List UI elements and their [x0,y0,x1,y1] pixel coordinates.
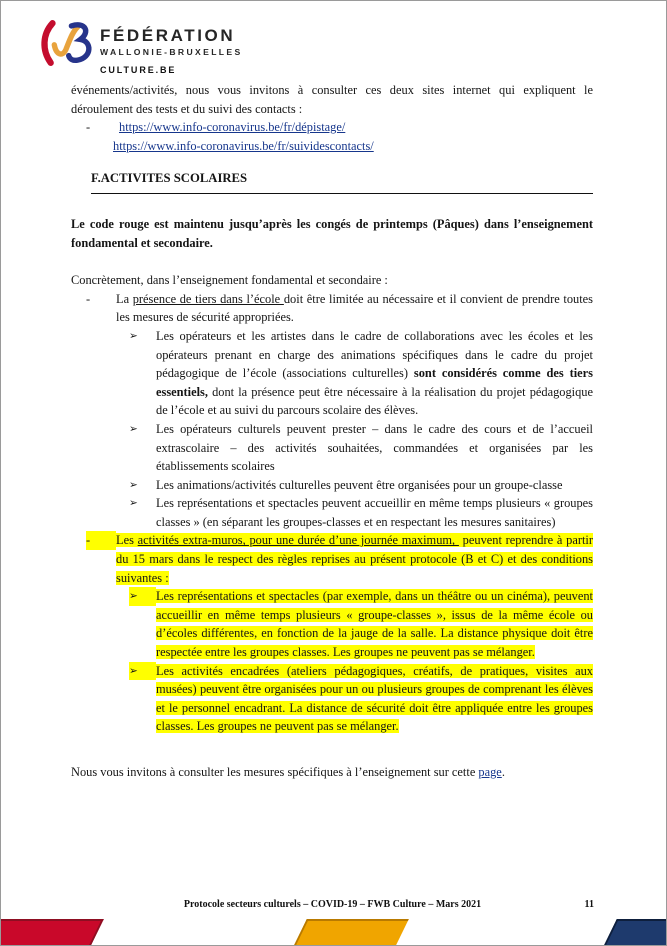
link-item-suividescontacts [71,137,593,156]
arrow-bullet: ➢ [129,587,156,606]
bullet-text: Les opérateurs et les artistes dans le cadre de collaborations avec les écoles et les opérateurs prenant en charge des animations spécifiques dans le cadre du projet pédagogique de l’école (associations culturelles) sont considérés comme des tiers essentiels, dont la présence peut être nécessaire à la réalisation du projet pédagogique de l’école et au suivi du parcours scolaire des élèves. [156,328,593,418]
bullet-text: Les représentations et spectacles peuvent accueillir en même temps plusieurs « groupes classes » (en séparant les groupes-classes et en respectant les mesures sanitaires) [156,496,593,529]
page-footer [71,899,594,910]
arrow-bullet: ➢ [129,497,138,510]
dash-bullet: - [86,531,116,550]
bullet-text: Les opérateurs culturels peuvent prester – dans le cadre des cours et de l’accueil extrascolaire – des activités souhaitées, commandées et organisées par les établissements scolaires [156,421,593,474]
logo-title: FÉDÉRATION [100,26,236,45]
subbullet-encadrees-highlighted [71,662,593,736]
page-content [71,81,593,782]
bullet-text: Les activités extra-muros, pour une durée d’une journée maximum, peuvent reprendre à partir du 15 mars dans le respect des règles reprises au présent protocole (B et C) et des conditions suivantes : [116,533,593,585]
subbullet-prester [71,420,593,476]
code-rouge-paragraph: Le code rouge est maintenu jusqu’après les congés de printemps (Pâques) dans l’enseignement fondamental et secondaire. [71,216,593,250]
subbullet-animations [71,476,593,495]
arrow-bullet: ➢ [129,478,138,491]
bullet-text: La présence de tiers dans l’école doit être limitée au nécessaire et il convient de prendre toutes les mesures de sécurité appropriées. [116,291,593,325]
arrow-bullet: ➢ [129,422,138,435]
bullet-text: Les activités encadrées (ateliers pédagogiques, créatifs, de pratiques, visites aux musées) peuvent être organisées pour un ou plusieurs groupes de comprenant les élèves et le personnel encadrant. La distance de sécurité doit être appliquée entre les groupes classes. Les groupes ne peuvent pas se mélanger. [156,663,593,734]
arrow-bullet: ➢ [129,329,138,342]
logo-subtitle: WALLONIE-BRUXELLES [100,47,243,57]
link-depistage[interactable]: https://www.info-coronavirus.be/fr/dépistage/ [119,120,346,135]
page-number: 11 [584,899,594,910]
fwb-logo-icon [39,17,93,69]
subbullet-operateurs-artistes [71,327,593,420]
bullet-text: Les représentations et spectacles (par exemple, dans un théâtre ou un cinéma), peuvent accueillir en même temps plusieurs « groupe-classes », issus de la même école ou d’écoles différentes, en fonction de la jauge de la salle. La distance physique doit être respectée entre les groupes classes. Les groupes ne peuvent pas se mélanger. [156,589,593,660]
bold-segment: sont considérés comme des tiers essentiels, [156,366,593,399]
bullet-presence-tiers [71,290,593,327]
bullet-extra-muros-highlighted [71,531,593,587]
subbullet-representations-highlighted [71,587,593,661]
dash-bullet: - [86,291,91,306]
bottom-band-blue [603,919,667,946]
closing-paragraph: Nous vous invitons à consulter les mesures spécifiques à l’enseignement sur cette page. [71,765,505,779]
bottom-band-yellow [293,919,409,946]
fwb-logo [39,17,243,75]
footer-title: Protocole secteurs culturels – COVID-19 – FWB Culture – Mars 2021 [183,899,482,910]
logo-domain: CULTURE.BE [100,65,177,75]
underlined-segment: activités extra-muros, pour une durée d’une journée maximum, [137,533,459,548]
link-item-depistage [71,118,593,137]
bottom-band-red [0,919,104,946]
link-suividescontacts[interactable]: https://www.info-coronavirus.be/fr/suividescontacts/ [113,138,374,153]
logo-text [100,17,243,75]
arrow-bullet: ➢ [129,662,156,681]
section-heading: F.ACTIVITES SCOLAIRES [91,169,593,194]
underlined-segment: présence de tiers dans l’école [132,291,284,306]
concretement-paragraph: Concrètement, dans l’enseignement fondamental et secondaire : [71,273,388,288]
intro-paragraph: événements/activités, nous vous invitons à consulter ces deux sites internet qui expliquent le déroulement des tests et du suivi des contacts : [71,83,593,116]
subbullet-representations [71,494,593,531]
dash-bullet: - [86,120,91,135]
link-page[interactable]: page [478,765,502,779]
bullet-text: Les animations/activités culturelles peuvent être organisées pour un groupe-classe [156,477,563,492]
